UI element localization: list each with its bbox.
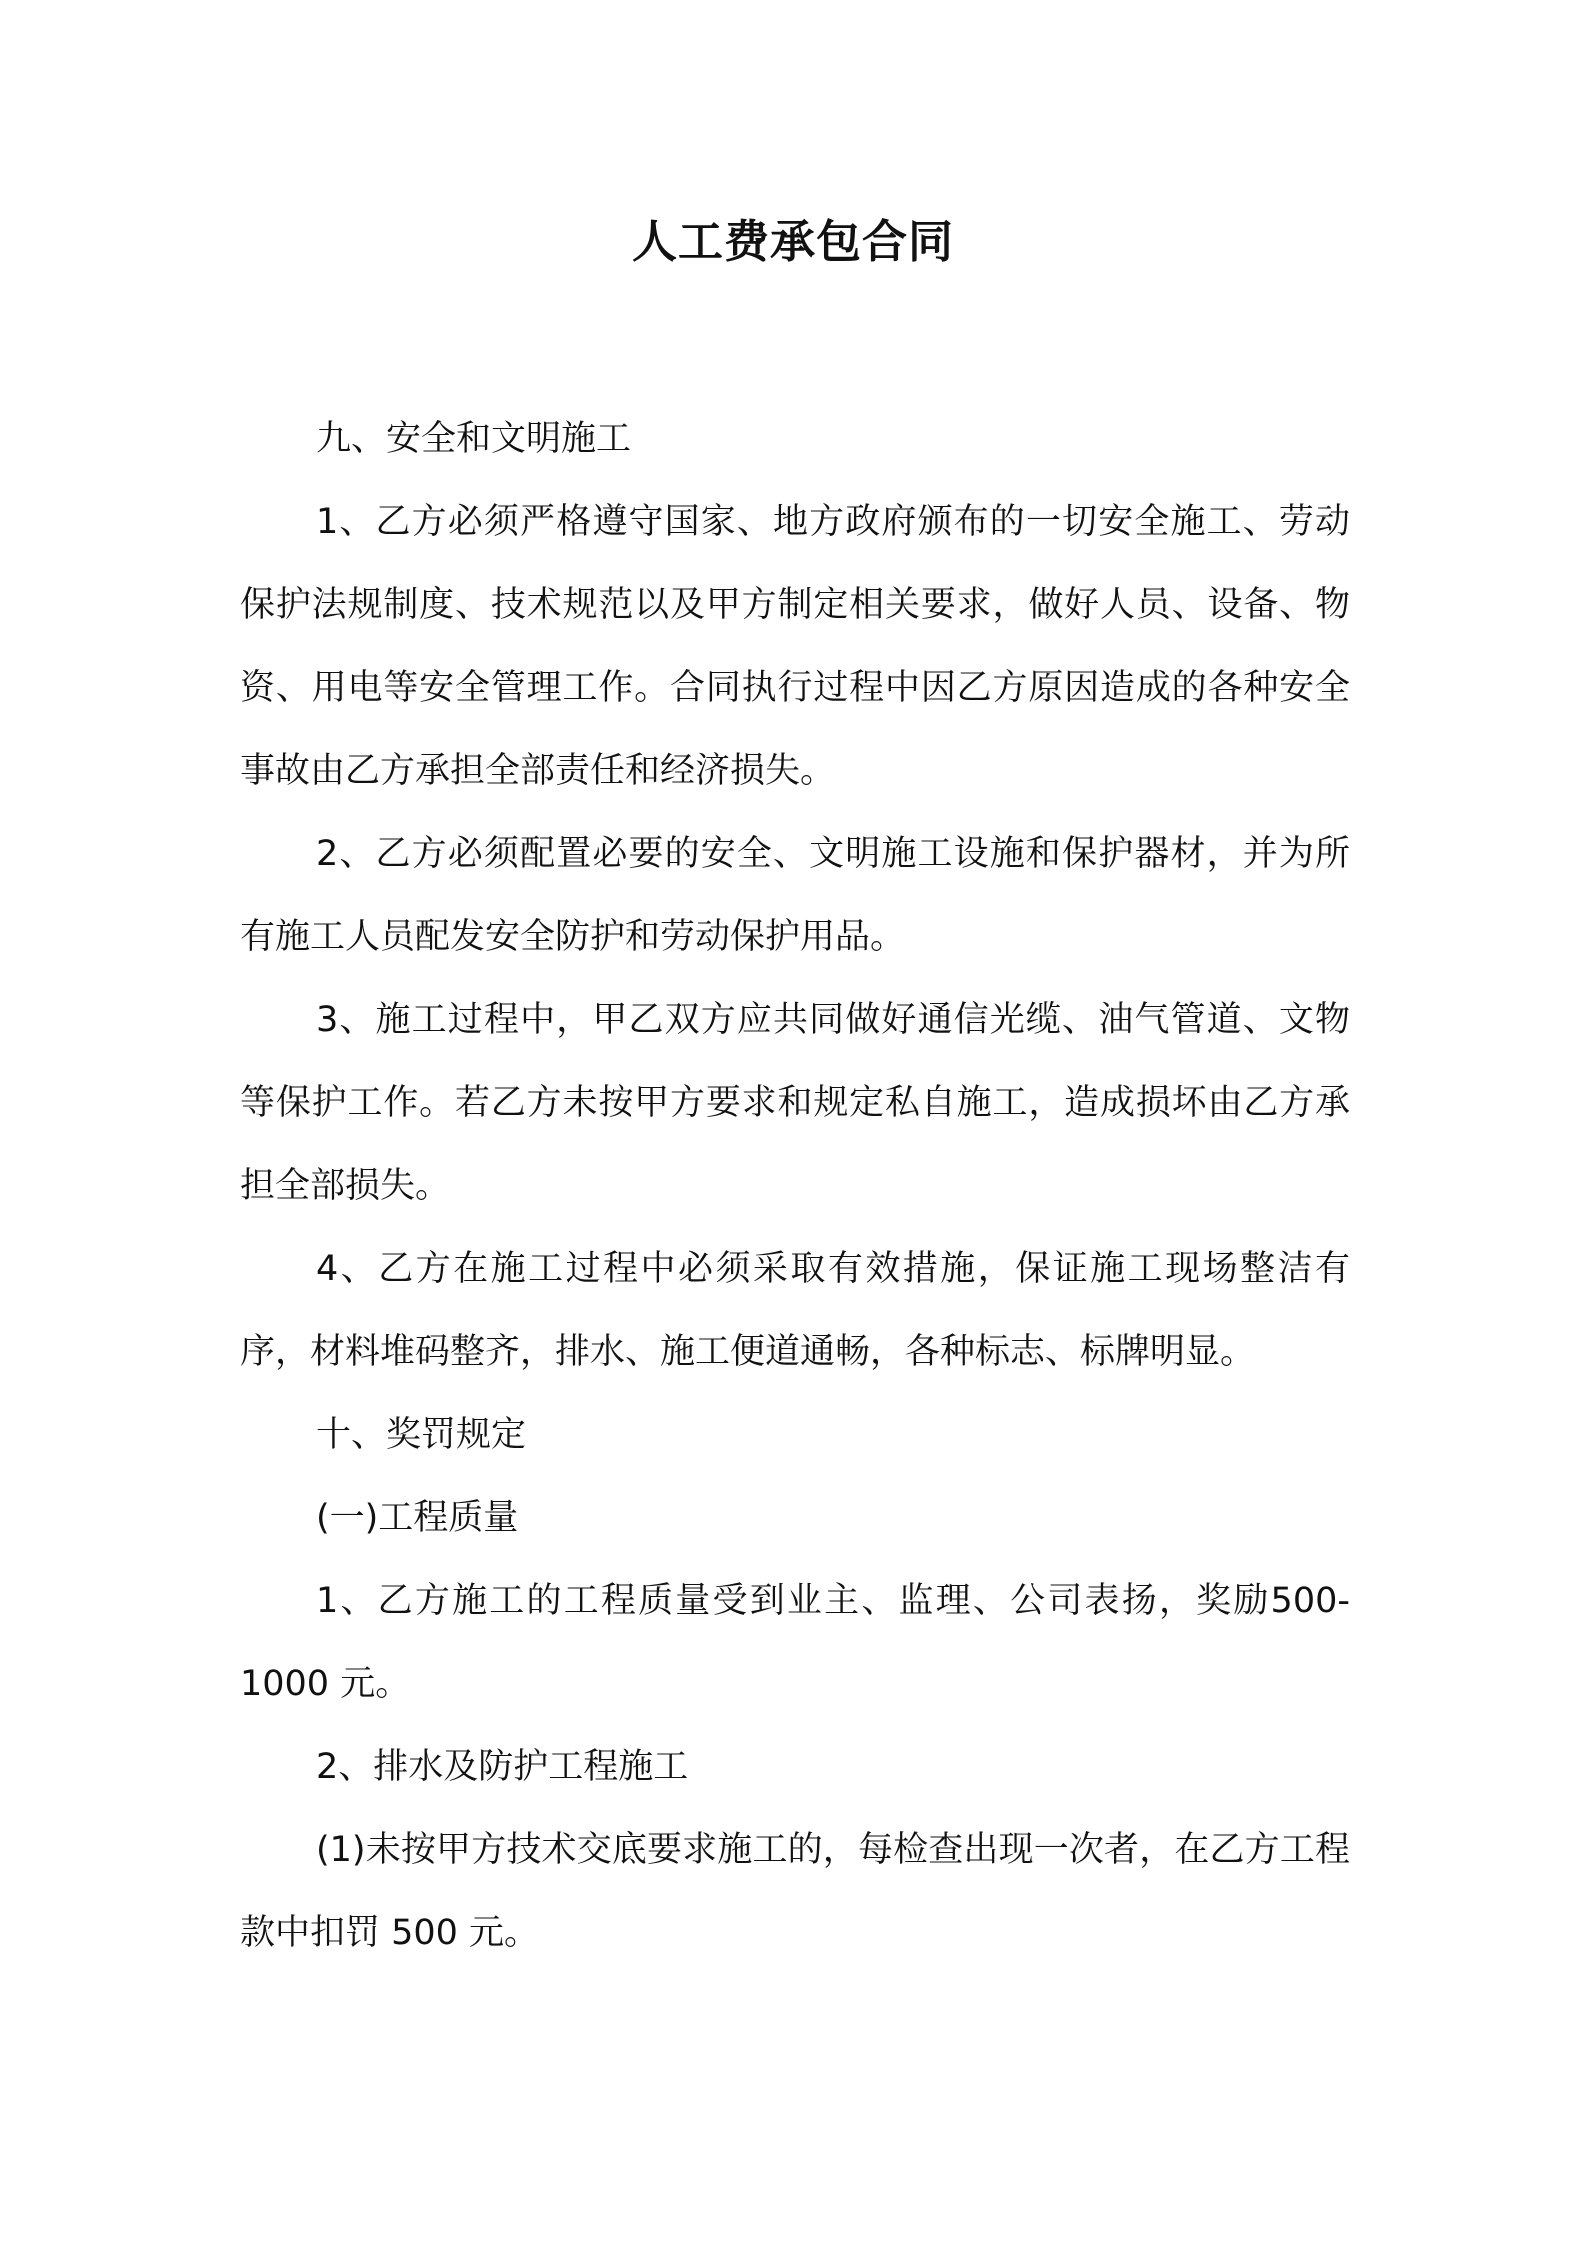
paragraph-safety-3: 3、施工过程中，甲乙双方应共同做好通信光缆、油气管道、文物等保护工作。若乙方未按甲方要求和规定私自施工，造成损坏由乙方承担全部损失。 [240, 1000, 1350, 1206]
section-heading-rewards: 十、奖罚规定 [316, 1415, 527, 1455]
paragraph-safety-4: 4、乙方在施工过程中必须采取有效措施，保证施工现场整洁有序，材料堆码整齐，排水、施工便道通畅，各种标志、标牌明显。 [240, 1249, 1350, 1372]
subsection-heading-quality: (一)工程质量 [316, 1498, 519, 1538]
paragraph-quality-1: 1、乙方施工的工程质量受到业主、监理、公司表扬，奖励500-1000 元。 [240, 1581, 1350, 1704]
paragraph-safety-2: 2、乙方必须配置必要的安全、文明施工设施和保护器材，并为所有施工人员配发安全防护和劳动保护用品。 [240, 834, 1350, 957]
document-title: 人工费承包合同 [631, 215, 954, 268]
paragraph-safety-1: 1、乙方必须严格遵守国家、地方政府颁布的一切安全施工、劳动保护法规制度、技术规范以及甲方制定相关要求，做好人员、设备、物资、用电等安全管理工作。合同执行过程中因乙方原因造成的各种安全事故由乙方承担全部责任和经济损失。 [240, 502, 1350, 791]
section-heading-safety: 九、安全和文明施工 [316, 419, 632, 459]
paragraph-quality-2-heading: 2、排水及防护工程施工 [316, 1747, 689, 1787]
document-body [240, 398, 1350, 1975]
paragraph-quality-2-item-1: (1)未按甲方技术交底要求施工的，每检查出现一次者，在乙方工程款中扣罚 500 元。 [240, 1830, 1350, 1953]
